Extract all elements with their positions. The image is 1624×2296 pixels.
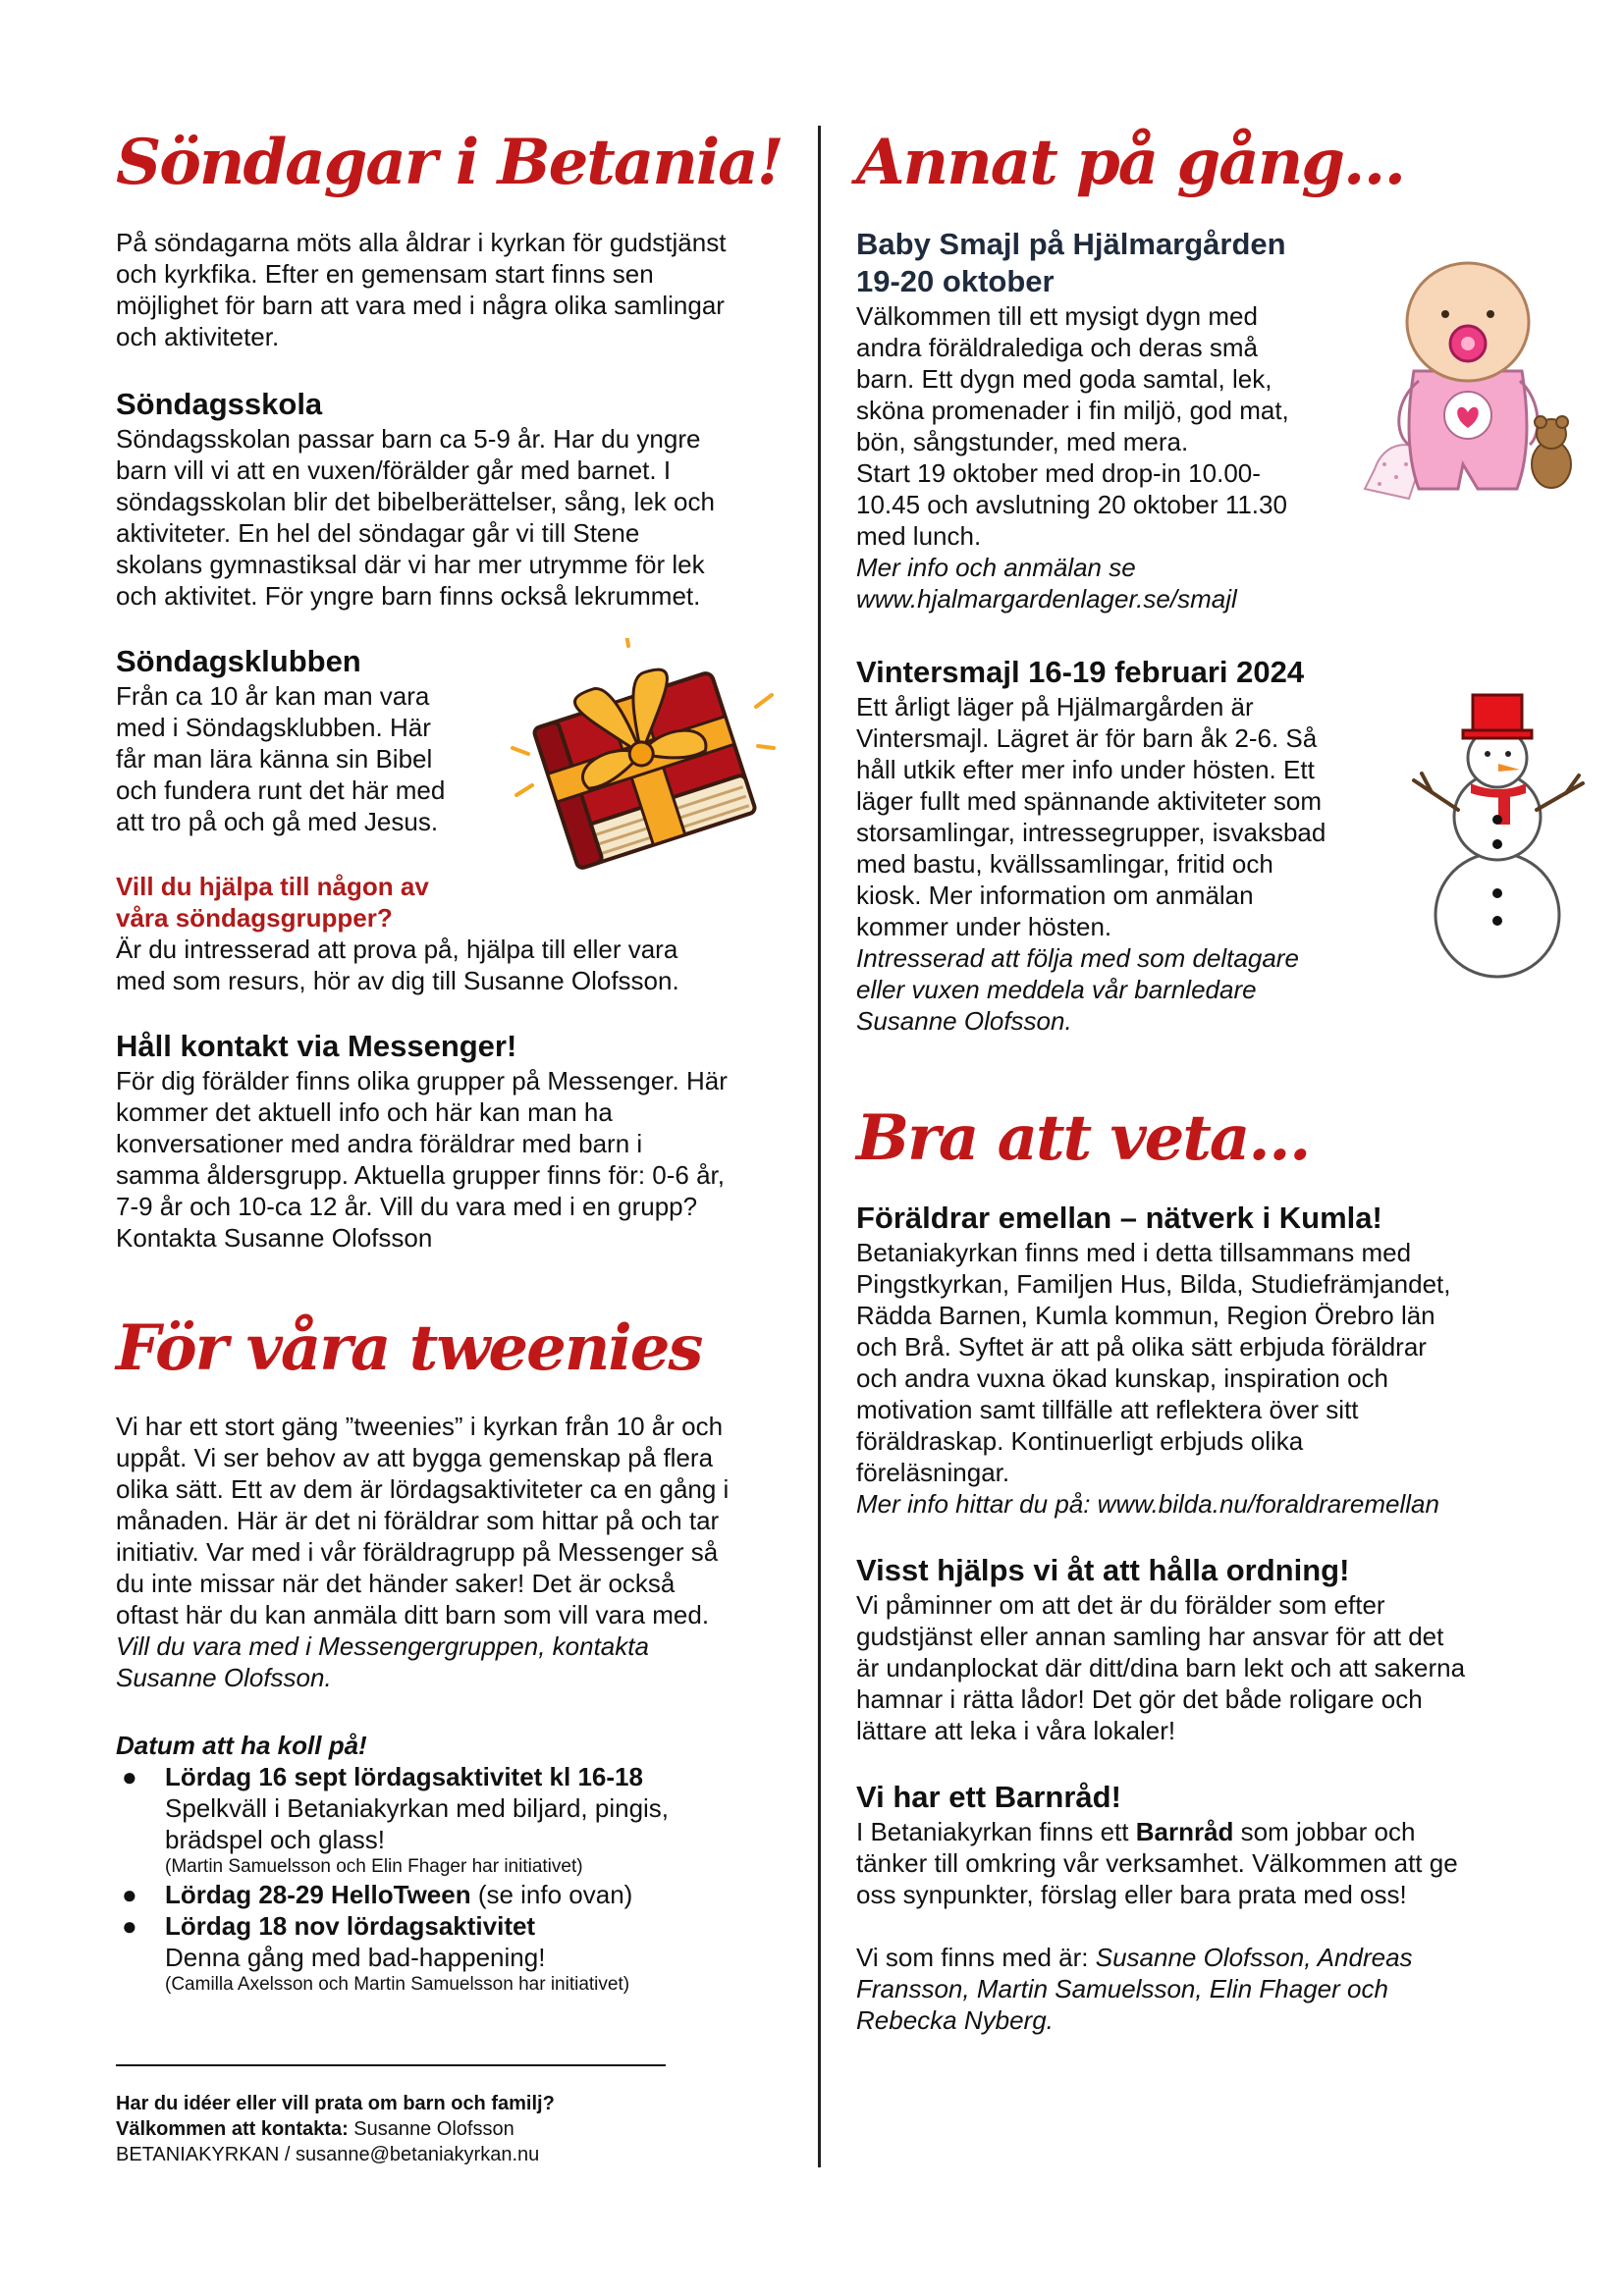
dates-section xyxy=(116,1730,784,1997)
footer-rule xyxy=(116,2064,666,2066)
footer: Har du idéer eller vill prata om barn och familj? Välkommen att kontakta: Susanne Olofsson BETANIAKYRKAN / susanne@betaniakyrkan.nu xyxy=(116,2091,744,2167)
column-divider xyxy=(818,126,821,2167)
sunday-school-section: Söndagsskola Söndagsskolan passar barn ca 5-9 år. Har du yngre barn vill vi att en vuxen/förälder går med barnet. I söndagsskolan blir det bibelberättelser, sång, lek och aktiviteter. En hel del söndagar går vi till Stene skolans gymnastiksal där vi har mer utrymme för lek och aktivitet. För yngre barn finns också lekrummet. xyxy=(116,386,784,612)
council-title: Vi har ett Barnråd! xyxy=(856,1780,1121,1814)
order-title: Visst hjälps vi åt att hålla ordning! xyxy=(856,1553,1350,1587)
messenger-section: Håll kontakt via Messenger! För dig förälder finns olika grupper på Messenger. Här kommer det aktuell info och här kan man ha konversationer med andra föräldrar med barn i samma åldersgrupp. Aktuella grupper finns för: 0-6 år, 7-9 år och 10-ca 12 år. Vill du vara med i en grupp? Kontakta Susanne Olofsson xyxy=(116,1028,784,1254)
baby-smajl-link[interactable]: www.hjalmargardenlager.se/smajl xyxy=(856,584,1237,614)
list-item: ● Lördag 16 sept lördagsaktivitet kl 16-18 Spelkväll i Betaniakyrkan med biljard, pingis, brädspel och glass! (Martin Samuelsson och Elin Fhager har initiativet) xyxy=(122,1762,670,1877)
bullet-icon: ● xyxy=(122,1762,137,1791)
tweenies-text: Vi har ett stort gäng ”tweenies” i kyrkan från 10 år och uppåt. Vi ser behov av att bygga gemenskap på flera olika sätt. Ett av dem är lördagsaktiviteter ca en gång i månaden. Här är det ni föräldrar som hittar på och tar initiativ. Var med i vår föräldragrupp på Messenger så du inte missar när det händer saker! Det är också oftast här du kan anmäla ditt barn som vill vara med. Vill du vara med i Messengergruppen, kontakta Susanne Olofsson. xyxy=(116,1412,730,1692)
dates-title: Datum att ha koll på! xyxy=(116,1731,367,1760)
footer-contact: BETANIAKYRKAN / susanne@betaniakyrkan.nu xyxy=(116,2144,540,2165)
council-section: Vi har ett Barnråd! I Betaniakyrkan finns ett Barnråd som jobbar och tänker till omkring vår verksamhet. Välkommen att ge oss synpunkter, förslag eller bara prata med oss! Vi som finns med är: Susanne Olofsson, Andreas Fransson, Martin Samuelsson, Elin Fhager och Rebecka Nyberg. xyxy=(856,1779,1524,2036)
bible-gift-icon xyxy=(511,638,776,874)
baby-icon xyxy=(1355,253,1583,508)
parents-network-link[interactable]: Mer info hittar du på: www.bilda.nu/foraldraremellan xyxy=(856,1489,1439,1519)
help-section: Vill du hjälpa till någon av våra söndagsgrupper? Är du intresserad att prova på, hjälpa till eller vara med som resurs, hör av dig till Susanne Olofsson. xyxy=(116,871,784,996)
sunday-club-section: Söndagsklubben Från ca 10 år kan man vara med i Söndagsklubben. Här får man lära känna sin Bibel och fundera runt det här med att tro på och gå med Jesus. xyxy=(116,643,784,837)
dates-list xyxy=(116,1761,784,1997)
vintersmajl-title: Vintersmajl 16-19 februari 2024 xyxy=(856,655,1305,689)
order-section: Visst hjälps vi åt att hålla ordning! Vi påminner om att det är du förälder som efter gudstjänst eller annan samling har ansvar för att det är undanplockat där ditt/dina barn lekt och att sakerna hamnar i rätta lådor! Det gör det både roligare och lättare att leka i våra lokaler! xyxy=(856,1552,1524,1746)
sunday-club-title: Söndagsklubben xyxy=(116,644,361,678)
list-item: ● Lördag 18 nov lördagsaktivitet Denna gång med bad-happening! (Camilla Axelsson och Martin Samuelsson har initiativet) xyxy=(122,1911,630,1995)
snowman-icon xyxy=(1404,687,1591,982)
list-item: ● Lördag 28-29 HelloTween (se info ovan) xyxy=(122,1880,633,1909)
messenger-title: Håll kontakt via Messenger! xyxy=(116,1029,517,1063)
heading-other: Annat på gång… xyxy=(856,126,1405,199)
bullet-icon: ● xyxy=(122,1880,137,1909)
help-title: Vill du hjälpa till någon av xyxy=(116,872,429,901)
bullet-icon: ● xyxy=(122,1911,137,1941)
baby-smajl-title: Baby Smajl på Hjälmargården xyxy=(856,227,1286,261)
sunday-school-title: Söndagsskola xyxy=(116,387,323,421)
baby-smajl-section: Baby Smajl på Hjälmargården 19-20 oktober Välkommen till ett mysigt dygn med andra föräldralediga och deras små barn. Ett dygn med goda samtal, lek, sköna promenader i fin miljö, god mat, bön, sångstunder, med mera. Start 19 oktober med drop-in 10.00- 10.45 och avslutning 20 oktober 11.30 med lunch. Mer info och anmälan se www.hjalmargardenlager.se/smajl xyxy=(856,226,1367,614)
parents-network-section: Föräldrar emellan – nätverk i Kumla! Betaniakyrkan finns med i detta tillsammans med Pingstkyrkan, Familjen Hus, Bilda, Studiefrämjandet, Rädda Barnen, Kumla kommun, Region Örebro län och Brå. Syftet är att på olika sätt erbjuda föräldrar och andra vuxna ökad kunskap, inspiration och motivation samt tillfälle att reflektera över sitt föräldraskap. Kontinuerligt erbjuds olika föreläsningar. Mer info hittar du på: www.bilda.nu/foraldraremellan xyxy=(856,1200,1524,1520)
heading-sundays: Söndagar i Betania! xyxy=(116,126,783,199)
sundays-intro: På söndagarna möts alla åldrar i kyrkan för gudstjänst och kyrkfika. Efter en gemensam start finns sen möjlighet för barn att vara med i några olika samlingar och aktiviteter. xyxy=(116,228,727,351)
heading-tweenies: För våra tweenies xyxy=(116,1311,702,1385)
parents-network-title: Föräldrar emellan – nätverk i Kumla! xyxy=(856,1201,1382,1235)
heading-know: Bra att veta… xyxy=(856,1101,1310,1175)
vintersmajl-section: Vintersmajl 16-19 februari 2024 Ett årligt läger på Hjälmargården är Vintersmajl. Lägret är för barn åk 2-6. Så håll utkik efter mer info under hösten. Ett läger fullt med spännande aktiviteter som storsamlingar, intressegrupper, isvaksbad med bastu, kvällssamlingar, fritid och kiosk. Mer information om anmälan kommer under hösten. Intresserad att följa med som deltagare eller vuxen meddela vår barnledare Susanne Olofsson. xyxy=(856,654,1386,1037)
